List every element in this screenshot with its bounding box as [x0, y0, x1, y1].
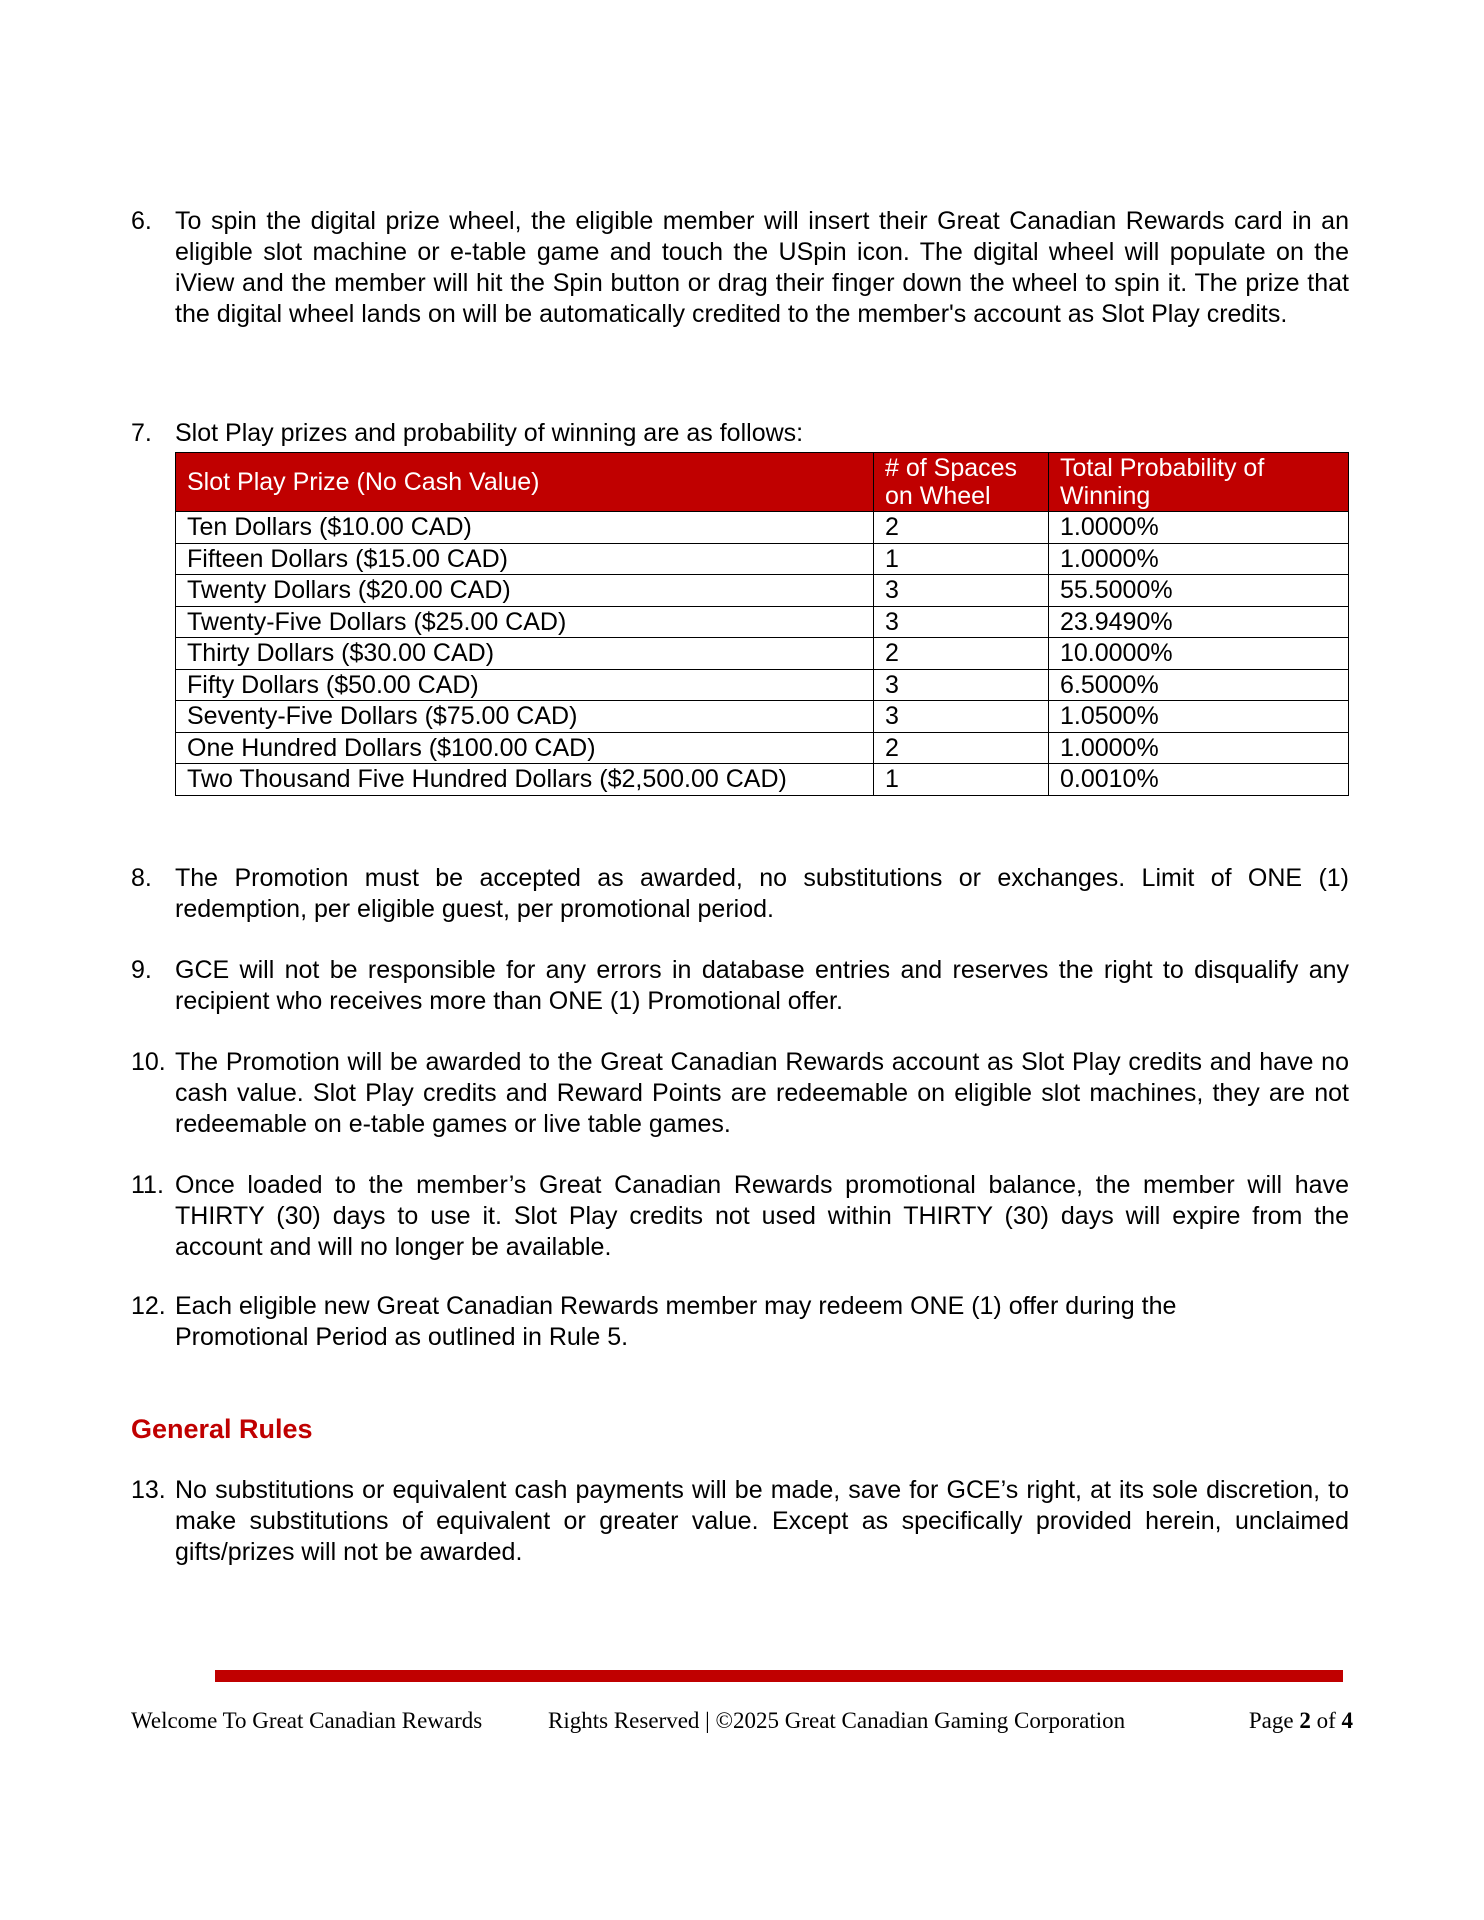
cell-probability: 23.9490%	[1049, 606, 1349, 638]
prize-table	[175, 452, 1349, 796]
cell-prize: Two Thousand Five Hundred Dollars ($2,500.00 CAD)	[176, 764, 874, 796]
rule-6	[131, 206, 1349, 330]
cell-probability: 1.0000%	[1049, 732, 1349, 764]
rule-number: 8.	[131, 864, 152, 892]
rule-number: 12.	[131, 1292, 166, 1320]
rule-number: 13.	[131, 1476, 166, 1504]
page-current: 2	[1299, 1708, 1311, 1733]
cell-probability: 1.0500%	[1049, 701, 1349, 733]
cell-prize: Thirty Dollars ($30.00 CAD)	[176, 638, 874, 670]
cell-spaces: 3	[874, 575, 1049, 607]
page-of: of	[1316, 1708, 1336, 1733]
rule-13	[131, 1475, 1349, 1568]
cell-probability: 1.0000%	[1049, 512, 1349, 544]
rule-text: GCE will not be responsible for any errors in database entries and reserves the right to disqualify any recipient who receives more than ONE (1) Promotional offer.	[175, 956, 1349, 1015]
rule-10	[131, 1047, 1349, 1140]
rule-text: To spin the digital prize wheel, the eligible member will insert their Great Canadian Rewards card in an eligible slot machine or e-table game and touch the USpin icon. The digital wheel will populate on the iView and the member will hit the Spin button or drag their finger down the wheel to spin it. The prize that the digital wheel lands on will be automatically credited to the member's account as Slot Play credits.	[175, 207, 1349, 328]
rule-text: Once loaded to the member’s Great Canadian Rewards promotional balance, the member will have THIRTY (30) days to use it. Slot Play credits not used within THIRTY (30) days will expire from the account and will no longer be available.	[175, 1171, 1349, 1261]
cell-prize: One Hundred Dollars ($100.00 CAD)	[176, 732, 874, 764]
table-row	[176, 638, 1349, 670]
rule-text: No substitutions or equivalent cash payments will be made, save for GCE’s right, at its sole discretion, to make substitutions of equivalent or greater value. Except as specifically provided herein, unclaimed gifts/prizes will not be awarded.	[175, 1476, 1349, 1566]
rule-9	[131, 955, 1349, 1017]
cell-probability: 1.0000%	[1049, 543, 1349, 575]
cell-probability: 0.0010%	[1049, 764, 1349, 796]
cell-spaces: 1	[874, 764, 1049, 796]
rule-text: The Promotion will be awarded to the Great Canadian Rewards account as Slot Play credits and have no cash value. Slot Play credits and Reward Points are redeemable on eligible slot machines, they are not redeemable on e-table games or live table games.	[175, 1048, 1349, 1138]
cell-prize: Fifteen Dollars ($15.00 CAD)	[176, 543, 874, 575]
rule-12	[131, 1291, 1349, 1353]
rule-number: 10.	[131, 1048, 166, 1076]
cell-prize: Fifty Dollars ($50.00 CAD)	[176, 669, 874, 701]
rule-7	[131, 418, 1349, 449]
table-row	[176, 543, 1349, 575]
table-header-row	[176, 453, 1349, 512]
table-row	[176, 764, 1349, 796]
section-heading: General Rules	[131, 1414, 313, 1444]
cell-probability: 6.5000%	[1049, 669, 1349, 701]
header-probability: Total Probability of Winning	[1049, 453, 1349, 512]
table-row	[176, 512, 1349, 544]
rule-number: 9.	[131, 956, 152, 984]
table-row	[176, 606, 1349, 638]
rule-number: 7.	[131, 419, 152, 447]
cell-probability: 10.0000%	[1049, 638, 1349, 670]
cell-spaces: 2	[874, 638, 1049, 670]
footer-left-text: Welcome To Great Canadian Rewards	[131, 1708, 483, 1733]
table-row	[176, 575, 1349, 607]
footer-divider	[215, 1670, 1343, 1682]
rule-text: Slot Play prizes and probability of winning are as follows:	[175, 419, 804, 447]
cell-prize: Twenty Dollars ($20.00 CAD)	[176, 575, 874, 607]
cell-spaces: 3	[874, 669, 1049, 701]
page-label: Page	[1248, 1708, 1294, 1733]
cell-spaces: 2	[874, 512, 1049, 544]
cell-spaces: 1	[874, 543, 1049, 575]
rule-number: 6.	[131, 207, 152, 235]
cell-spaces: 3	[874, 701, 1049, 733]
rule-number: 11.	[131, 1171, 164, 1199]
cell-prize: Twenty-Five Dollars ($25.00 CAD)	[176, 606, 874, 638]
table-row	[176, 669, 1349, 701]
cell-spaces: 3	[874, 606, 1049, 638]
cell-prize: Seventy-Five Dollars ($75.00 CAD)	[176, 701, 874, 733]
footer-copyright: Rights Reserved | ©2025 Great Canadian Gaming Corporation	[548, 1708, 1126, 1733]
cell-probability: 55.5000%	[1049, 575, 1349, 607]
page-total: 4	[1341, 1708, 1353, 1733]
header-spaces: # of Spaces on Wheel	[874, 453, 1049, 512]
rule-text: Each eligible new Great Canadian Rewards member may redeem ONE (1) offer during the Promotional Period as outlined in Rule 5.	[175, 1292, 1177, 1351]
table-row	[176, 732, 1349, 764]
rule-text: The Promotion must be accepted as awarded, no substitutions or exchanges. Limit of ONE (1) redemption, per eligible guest, per promotional period.	[175, 864, 1349, 923]
header-prize: Slot Play Prize (No Cash Value)	[176, 453, 874, 512]
rule-11	[131, 1170, 1349, 1263]
rule-8	[131, 863, 1349, 925]
page-number	[1249, 1708, 1353, 1734]
cell-spaces: 2	[874, 732, 1049, 764]
cell-prize: Ten Dollars ($10.00 CAD)	[176, 512, 874, 544]
table-row	[176, 701, 1349, 733]
